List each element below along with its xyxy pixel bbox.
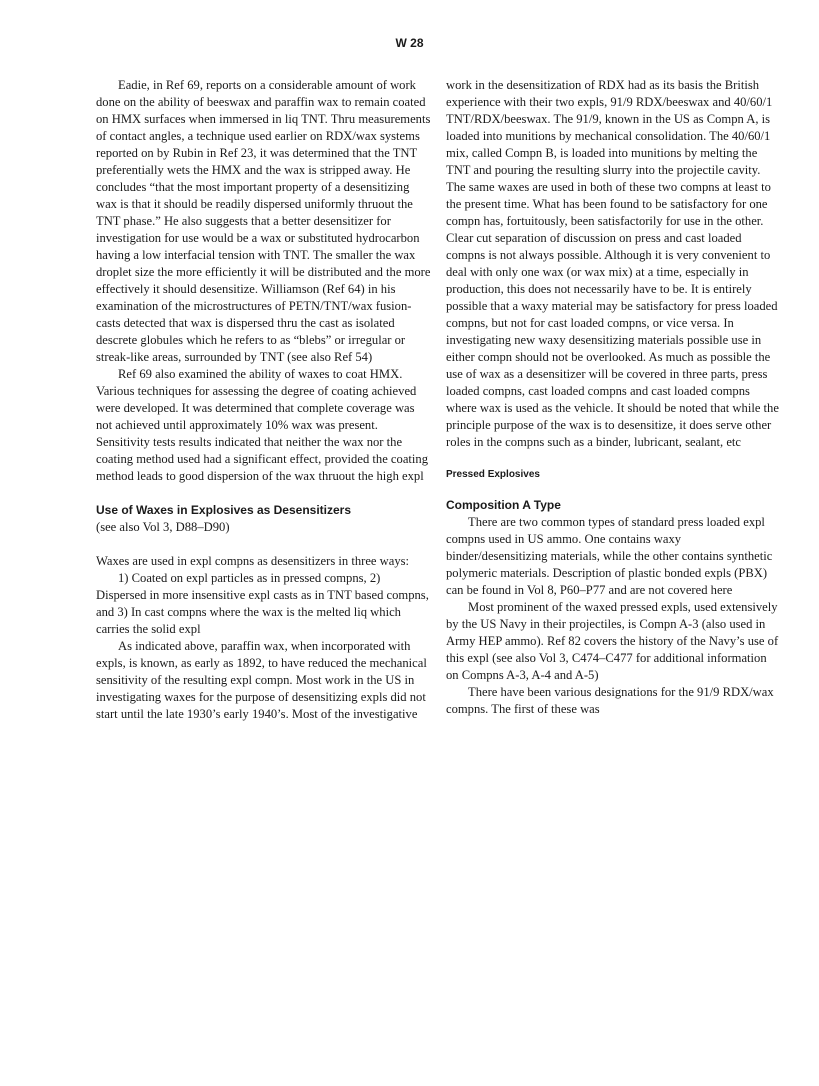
paragraph-three-ways-list: 1) Coated on expl particles as in pressed compns, 2) Dispersed in more insensitive expl casts as in TNT based compns, and 3) In cast compns where the wax is the melted liq which carries the solid expl: [96, 571, 429, 636]
paragraph-three-ways: Waxes are used in expl compns as desensitizers in three ways:: [96, 554, 410, 568]
paragraph-paraffin-history: As indicated above, paraffin wax, when incorporated with expls, is known, as early as 1892, to have reduced the mechanical sensitivity of the resulting expl compn. Most work in the US in investigating waxes for the purpose of desensitizing expls did not start until the late 1930’s early 1940’s. Most of the investigative: [96, 639, 427, 721]
left-column: [96, 77, 432, 723]
paragraph-two-types: There are two common types of standard press loaded expl compns used in US ammo. One contains waxy binder/desensitizing materials, while the other contains synthetic polymeric materials. Description of plastic bonded expls (PBX) can be found in Vol 8, P60–P77 and are not covered here: [446, 515, 773, 597]
section-heading-pressed-explosives: Pressed Explosives: [446, 469, 540, 480]
section-heading-waxes-desensitizers: Use of Waxes in Explosives as Desensitizers: [96, 503, 352, 517]
paragraph-british-experience: work in the desensitization of RDX had as its basis the British experience with their two expls, 91/9 RDX/beeswax and 40/60/1 TNT/RDX/beeswax. The 91/9, known in the US as Compn A, is loaded into munitions by mechanical consolidation. The 40/60/1 mix, called Compn B, is loaded into munitions by melting the TNT and pouring the resulting slurry into the projectile cavity. The same waxes are used in both of these two compns at least to the present time. What has been found to be satisfactory for one compn has, fortuitously, been satisfactorily for use in the other. Clear cut separation of discussion on press and cast loaded compns is not always possible. Although it is very convenient to deal with only one wax (or wax mix) at a time, especially in production, this does not necessarily have to be. It is entirely possible that a waxy material may be satisfactory for press loaded compns, but not for cast loaded compns, or vice versa. In investigating new waxy desensitizing materials possible use in either compn should not be overlooked. As much as possible the use of wax as a desensitizer will be covered in three parts, press loaded compns, cast loaded compns and cast loaded compns where wax is used as the vehicle. It should be noted that while the principle purpose of the wax is to desensitize, it does serve other roles in the compns such as a binder, lubricant, sealant, etc: [446, 78, 779, 449]
subheading-composition-a-type: Composition A Type: [446, 498, 561, 512]
paragraph-designations: There have been various designations for the 91/9 RDX/wax compns. The first of these was: [446, 685, 774, 716]
section-heading-reference: (see also Vol 3, D88–D90): [96, 520, 230, 534]
paragraph-ref69-coating: Ref 69 also examined the ability of waxes to coat HMX. Various techniques for assessing the degree of coating achieved were developed. It was determined that complete coverage was not achieved until approximately 10% wax was present. Sensitivity tests results indicated that neither the wax nor the coating method used had a significant effect, provided the coating method leads to good dispersion of the wax thruout the high expl: [96, 367, 428, 483]
right-column: [446, 77, 782, 718]
paragraph-eadie: Eadie, in Ref 69, reports on a considerable amount of work done on the ability of beeswax and paraffin wax to remain coated on HMX surfaces when immersed in liq TNT. Thru measurements of contact angles, a technique used earlier on RDX/wax systems reported on by Rubin in Ref 23, it was determined that the TNT preferentially wets the HMX and the wax is stripped away. He concludes “that the most important property of a desensitizing wax is that it should be readily dispersed uniformly thruout the TNT phase.” He also suggests that a better desensitizer for investigation for use would be a wax or substituted hydrocarbon having a low interfacial tension with TNT. The smaller the wax droplet size the more efficiently it will be distributed and the more effectively it should desensitize. Williamson (Ref 64) in his examination of the microstructures of PETN/TNT/wax fusion-casts detected that wax is dispersed thru the cast as isolated descrete globules which he refers to as “blebs” or irregular or streak-like areas, surrounded by TNT (see also Ref 54): [96, 78, 431, 364]
paragraph-compn-a3: Most prominent of the waxed pressed expls, used extensively by the US Navy in their projectiles, is Compn A-3 (also used in Army HEP ammo). Ref 82 covers the history of the Navy’s use of this expl (see also Vol 3, C474–C477 for additional information on Compns A-3, A-4 and A-5): [446, 600, 779, 682]
page-number: W 28: [395, 36, 424, 50]
